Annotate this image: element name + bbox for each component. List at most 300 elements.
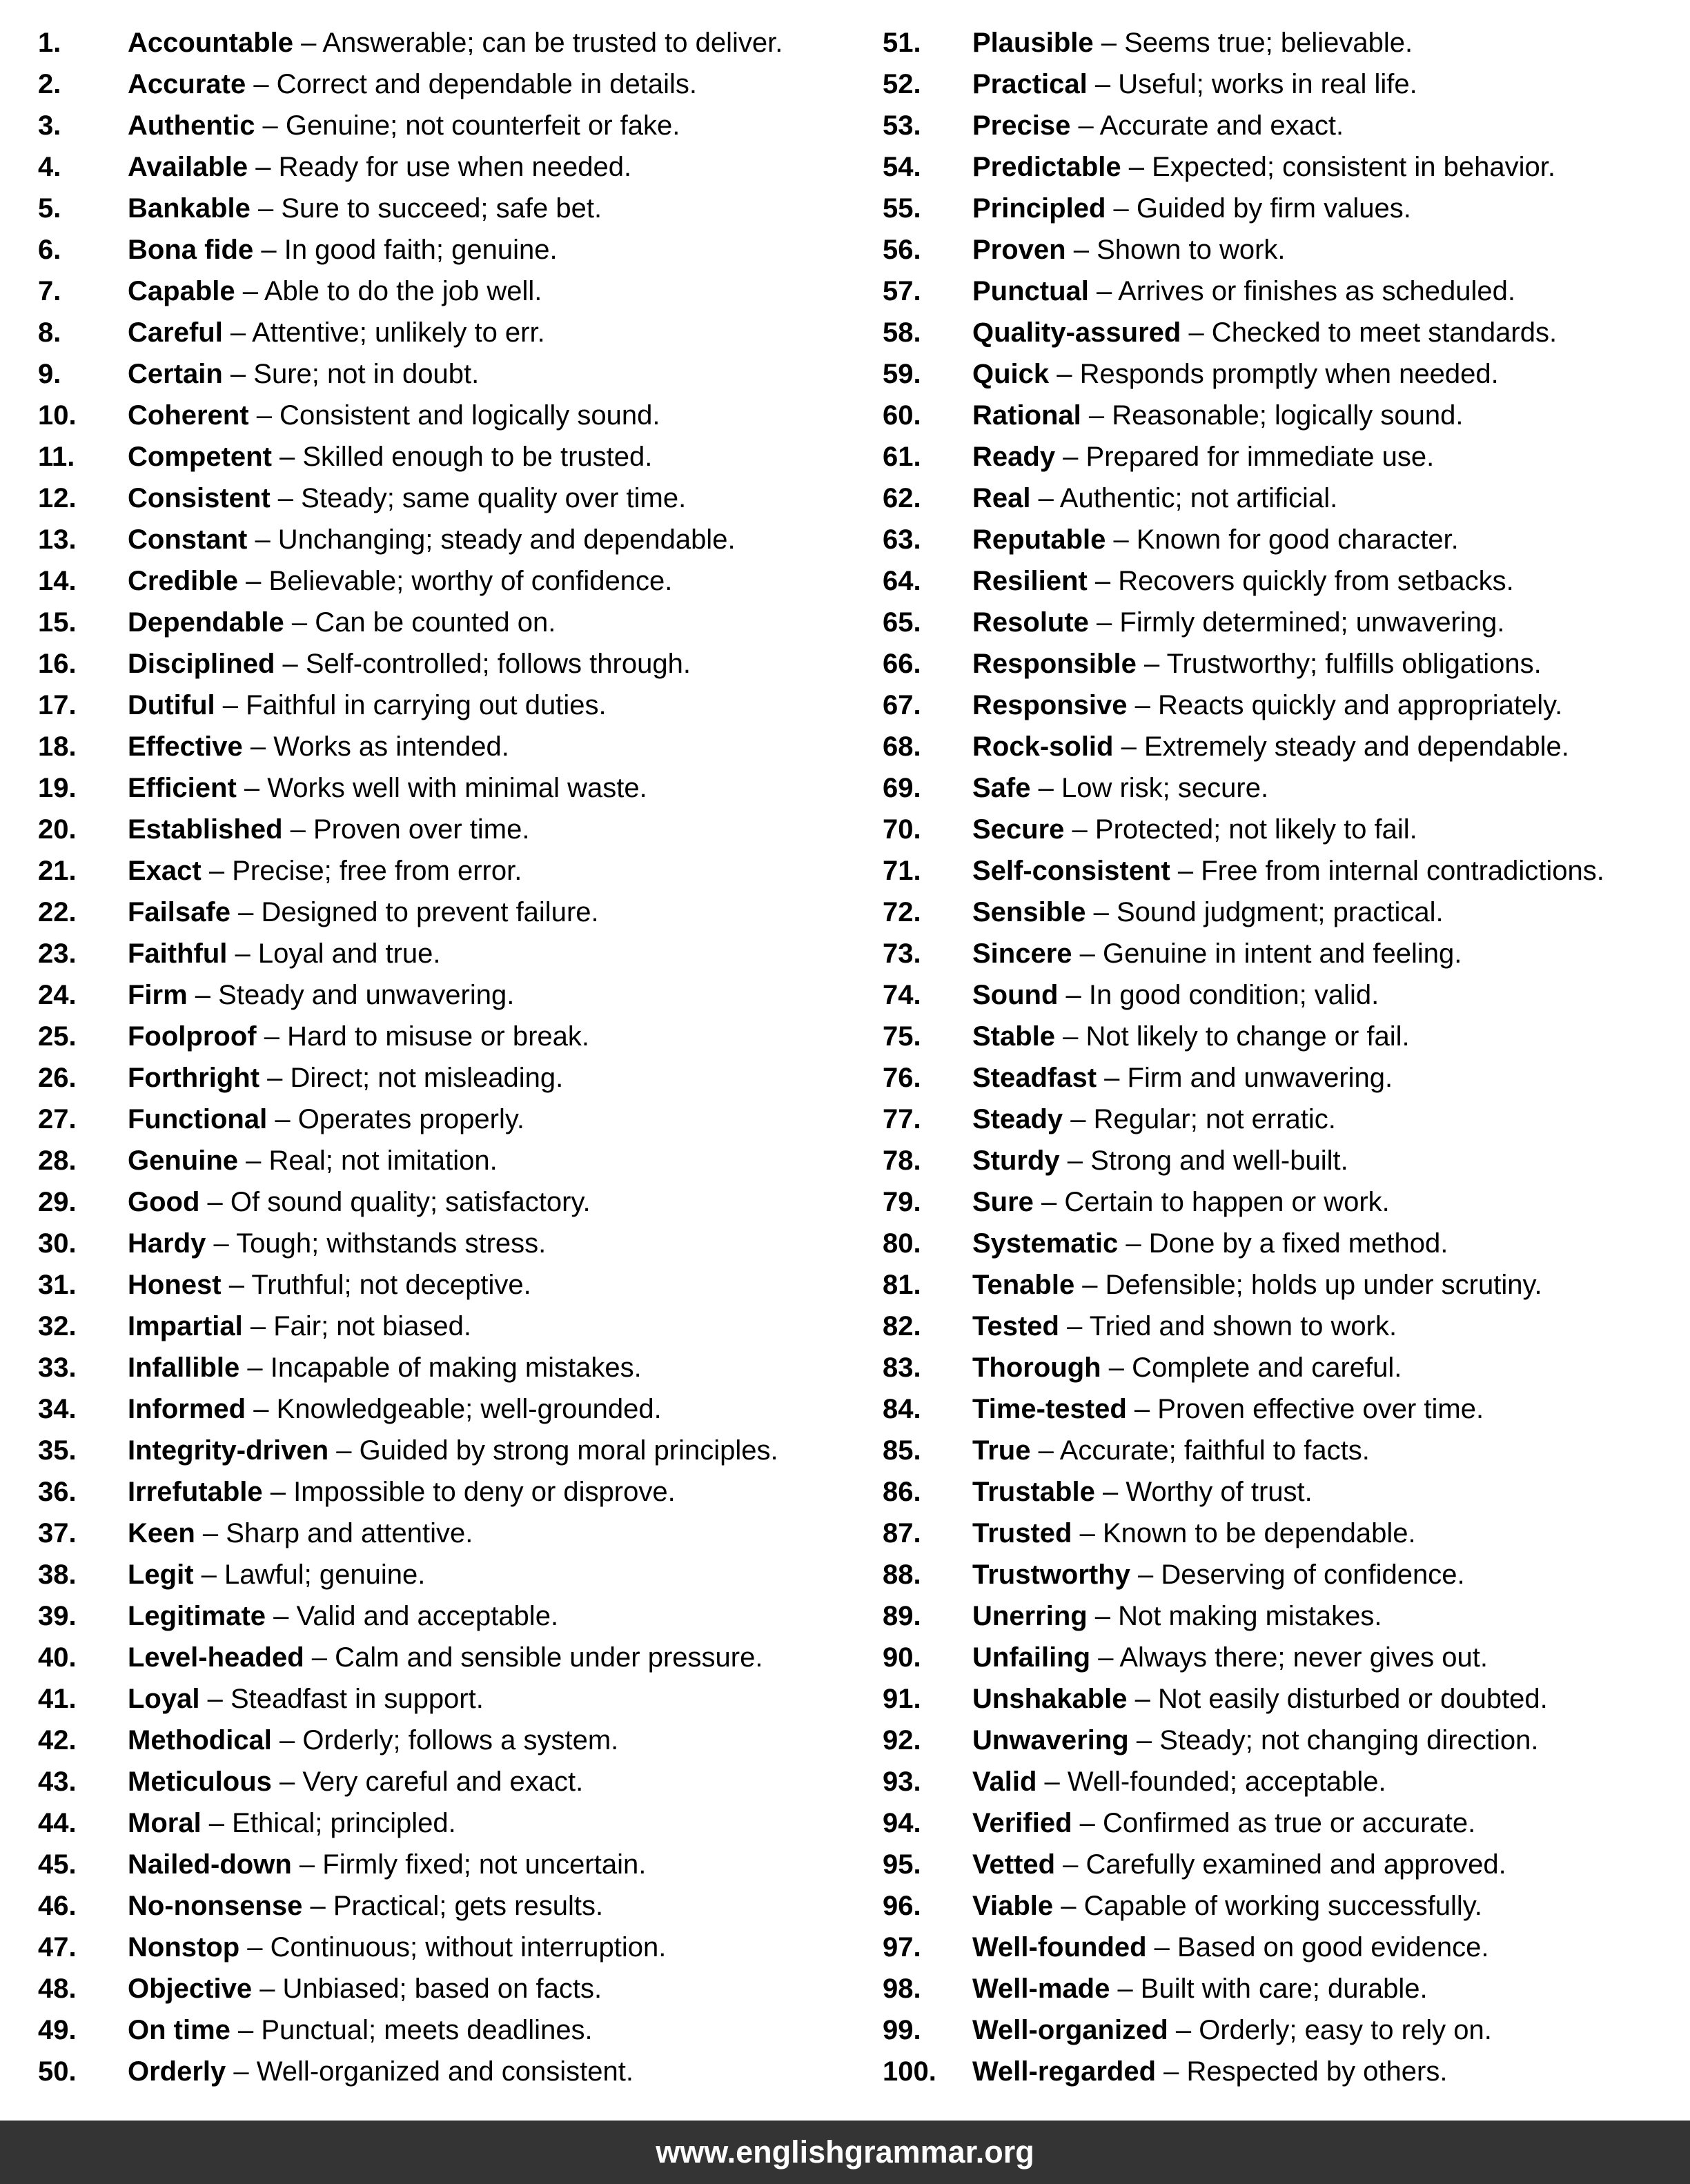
item-definition: – Not making mistakes. (1087, 1601, 1382, 1631)
item-term: Bankable (128, 193, 250, 224)
list-item (38, 1223, 845, 1264)
item-term: Accountable (128, 28, 294, 58)
item-number: 14. (38, 566, 77, 596)
item-definition: – Protected; not likely to fail. (1064, 814, 1417, 845)
item-definition: – Reacts quickly and appropriately. (1127, 690, 1563, 720)
list-item (883, 1802, 1689, 1844)
item-text (972, 1347, 1402, 1388)
item-definition: – Believable; worthy of confidence. (238, 566, 673, 596)
item-definition: – Skilled enough to be trusted. (271, 442, 653, 472)
item-definition: – Direct; not misleading. (259, 1063, 564, 1093)
item-number: 46. (38, 1891, 77, 1921)
item-number: 69. (883, 773, 921, 803)
item-number: 29. (38, 1187, 77, 1217)
list-item (38, 850, 845, 892)
item-definition: – Ethical; principled. (201, 1808, 456, 1838)
item-number: 82. (883, 1311, 921, 1341)
item-term: Steadfast (972, 1063, 1097, 1093)
item-text (128, 1595, 558, 1637)
list-item (883, 1140, 1689, 1181)
item-term: Sure (972, 1187, 1034, 1217)
item-text (128, 1264, 531, 1306)
item-definition: – Worthy of trust. (1094, 1477, 1313, 1507)
item-number: 85. (883, 1435, 921, 1466)
item-term: Plausible (972, 28, 1094, 58)
item-definition: – Consistent and logically sound. (248, 400, 660, 431)
item-text (972, 1968, 1428, 2009)
item-text (128, 1388, 662, 1430)
item-definition: – Steady; same quality over time. (270, 483, 687, 513)
item-definition: – Designed to prevent failure. (230, 897, 599, 927)
item-definition: – Responds promptly when needed. (1049, 359, 1499, 389)
item-definition: – Works well with minimal waste. (236, 773, 647, 803)
item-definition: – In good condition; valid. (1058, 980, 1379, 1010)
list-item (38, 1181, 845, 1223)
item-definition: – Proven effective over time. (1126, 1394, 1484, 1424)
item-definition: – Self-controlled; follows through. (275, 649, 691, 679)
list-item (883, 353, 1689, 395)
item-number: 53. (883, 110, 921, 141)
item-term: Dutiful (128, 690, 215, 720)
item-text (972, 312, 1557, 353)
item-text (972, 436, 1434, 478)
list-item (38, 1637, 845, 1678)
item-term: Unwavering (972, 1725, 1129, 1755)
item-number: 83. (883, 1352, 921, 1383)
item-number: 77. (883, 1104, 921, 1134)
item-term: Established (128, 814, 283, 845)
item-text (972, 1306, 1397, 1347)
item-text (972, 974, 1379, 1016)
item-term: Infallible (128, 1352, 240, 1383)
item-text (972, 1678, 1548, 1720)
list-item (38, 1140, 845, 1181)
item-text (972, 1761, 1386, 1802)
item-text (128, 560, 672, 602)
item-text (972, 22, 1413, 63)
item-text (128, 1802, 456, 1844)
item-number: 25. (38, 1021, 77, 1052)
item-text (128, 850, 522, 892)
list-item (883, 1099, 1689, 1140)
item-number: 18. (38, 731, 77, 762)
item-definition: – Answerable; can be trusted to deliver. (293, 28, 783, 58)
item-text (972, 1885, 1482, 1927)
item-term: Unfailing (972, 1642, 1091, 1673)
list-item (883, 188, 1689, 229)
item-term: Real (972, 483, 1031, 513)
item-definition: – Respected by others. (1156, 2056, 1448, 2087)
item-definition: – Hard to misuse or break. (256, 1021, 590, 1052)
item-number: 15. (38, 607, 77, 638)
item-text (128, 1471, 676, 1513)
item-definition: – Checked to meet standards. (1181, 317, 1558, 348)
item-text (972, 560, 1514, 602)
item-text (128, 395, 660, 436)
item-definition: – Expected; consistent in behavior. (1121, 152, 1555, 182)
list-item (883, 643, 1689, 685)
list-item (883, 1968, 1689, 2009)
item-text (972, 892, 1444, 933)
item-text (972, 188, 1411, 229)
list-item (883, 436, 1689, 478)
item-definition: – Tried and shown to work. (1059, 1311, 1397, 1341)
item-number: 65. (883, 607, 921, 638)
item-number: 32. (38, 1311, 77, 1341)
item-term: Principled (972, 193, 1106, 224)
item-definition: – Regular; not erratic. (1063, 1104, 1336, 1134)
item-definition: – Tough; withstands stress. (206, 1228, 547, 1259)
item-text (128, 478, 686, 519)
item-term: Good (128, 1187, 200, 1217)
list-item (38, 602, 845, 643)
item-text (972, 1223, 1448, 1264)
item-number: 57. (883, 276, 921, 306)
list-item (38, 974, 845, 1016)
list-item (38, 353, 845, 395)
item-number: 21. (38, 856, 77, 886)
list-item (38, 188, 845, 229)
item-text (128, 1554, 425, 1595)
item-term: Precise (972, 110, 1071, 141)
item-definition: – Proven over time. (282, 814, 530, 845)
item-number: 61. (883, 442, 921, 472)
list-item (38, 1678, 845, 1720)
item-text (128, 809, 529, 850)
item-text (972, 353, 1499, 395)
item-text (972, 809, 1417, 850)
item-term: Foolproof (128, 1021, 257, 1052)
item-text (972, 270, 1515, 312)
item-text (972, 1099, 1336, 1140)
item-term: Safe (972, 773, 1031, 803)
list-item (883, 519, 1689, 560)
item-text (128, 2009, 593, 2051)
item-term: Sensible (972, 897, 1086, 927)
item-term: Meticulous (128, 1767, 272, 1797)
item-definition: – Of sound quality; satisfactory. (199, 1187, 591, 1217)
list-item (38, 312, 845, 353)
item-text (972, 146, 1555, 188)
list-item (883, 1016, 1689, 1057)
item-number: 19. (38, 773, 77, 803)
list-item (38, 767, 845, 809)
item-term: Constant (128, 524, 248, 555)
item-term: Forthright (128, 1063, 260, 1093)
list-item (883, 1057, 1689, 1099)
item-definition: – Genuine; not counterfeit or fake. (255, 110, 680, 141)
item-number: 50. (38, 2056, 77, 2087)
item-term: Quality-assured (972, 317, 1181, 348)
item-definition: – Deserving of confidence. (1130, 1560, 1465, 1590)
item-definition: – Free from internal contradictions. (1170, 856, 1604, 886)
item-text (128, 146, 631, 188)
item-text (972, 1844, 1506, 1885)
item-definition: – Low risk; secure. (1030, 773, 1269, 803)
item-number: 40. (38, 1642, 77, 1673)
item-definition: – Loyal and true. (227, 938, 441, 969)
item-number: 73. (883, 938, 921, 969)
item-number: 94. (883, 1808, 921, 1838)
item-text (972, 602, 1504, 643)
item-definition: – Correct and dependable in details. (246, 69, 697, 99)
item-number: 79. (883, 1187, 921, 1217)
item-number: 35. (38, 1435, 77, 1466)
item-number: 96. (883, 1891, 921, 1921)
item-definition: – Known for good character. (1106, 524, 1459, 555)
item-definition: – Based on good evidence. (1146, 1932, 1489, 1962)
item-definition: – Accurate and exact. (1070, 110, 1344, 141)
word-list (0, 22, 1690, 2092)
item-text (972, 1430, 1370, 1471)
list-item (883, 270, 1689, 312)
item-definition: – Steadfast in support. (199, 1684, 484, 1714)
item-text (128, 685, 607, 726)
item-definition: – Prepared for immediate use. (1055, 442, 1435, 472)
item-term: Reputable (972, 524, 1106, 555)
item-term: Trusted (972, 1518, 1072, 1548)
item-number: 55. (883, 193, 921, 224)
item-definition: – Reasonable; logically sound. (1081, 400, 1464, 431)
list-item (38, 1802, 845, 1844)
item-number: 78. (883, 1145, 921, 1176)
list-item (883, 1554, 1689, 1595)
list-item (883, 933, 1689, 974)
item-number: 60. (883, 400, 921, 431)
list-item (38, 933, 845, 974)
item-text (128, 1099, 524, 1140)
item-definition: – Strong and well-built. (1059, 1145, 1348, 1176)
list-item (38, 63, 845, 105)
item-number: 22. (38, 897, 77, 927)
item-number: 13. (38, 524, 77, 555)
list-item (38, 1057, 845, 1099)
item-term: Certain (128, 359, 223, 389)
item-term: Competent (128, 442, 272, 472)
list-item (883, 2009, 1689, 2051)
list-item (38, 395, 845, 436)
item-definition: – Incapable of making mistakes. (239, 1352, 642, 1383)
item-text (128, 105, 680, 146)
list-item (883, 1388, 1689, 1430)
item-term: Moral (128, 1808, 202, 1838)
list-item (883, 809, 1689, 850)
item-number: 86. (883, 1477, 921, 1507)
item-term: Thorough (972, 1352, 1101, 1383)
list-item (883, 1471, 1689, 1513)
item-text (128, 1057, 563, 1099)
item-definition: – In good faith; genuine. (253, 235, 558, 265)
list-item (38, 1264, 845, 1306)
item-term: Rational (972, 400, 1081, 431)
item-definition: – Extremely steady and dependable. (1113, 731, 1569, 762)
item-definition: – Recovers quickly from setbacks. (1087, 566, 1514, 596)
item-term: Well-regarded (972, 2056, 1156, 2087)
item-term: Sound (972, 980, 1059, 1010)
item-number: 27. (38, 1104, 77, 1134)
item-number: 34. (38, 1394, 77, 1424)
item-number: 49. (38, 2015, 77, 2045)
list-item (38, 726, 845, 767)
list-item (883, 850, 1689, 892)
list-item (883, 1430, 1689, 1471)
item-text (972, 1554, 1465, 1595)
item-number: 11. (38, 442, 75, 472)
item-term: Steady (972, 1104, 1063, 1134)
list-item (883, 1927, 1689, 1968)
item-term: Authentic (128, 110, 255, 141)
item-number: 43. (38, 1767, 77, 1797)
item-term: Loyal (128, 1684, 200, 1714)
item-definition: – Capable of working successfully. (1053, 1891, 1482, 1921)
list-item (38, 270, 845, 312)
item-term: Unerring (972, 1601, 1088, 1631)
item-number: 42. (38, 1725, 77, 1755)
list-item (883, 560, 1689, 602)
item-term: No-nonsense (128, 1891, 303, 1921)
item-definition: – Steady; not changing direction. (1128, 1725, 1539, 1755)
item-term: Punctual (972, 276, 1089, 306)
item-text (972, 63, 1417, 105)
item-term: Secure (972, 814, 1065, 845)
list-item (38, 643, 845, 685)
item-definition: – Genuine in intent and feeling. (1072, 938, 1462, 969)
item-term: Effective (128, 731, 243, 762)
item-definition: – Carefully examined and approved. (1055, 1849, 1506, 1880)
footer-url: www.englishgrammar.org (656, 2134, 1034, 2170)
item-text (128, 436, 652, 478)
list-item (883, 1720, 1689, 1761)
item-definition: – Useful; works in real life. (1087, 69, 1417, 99)
item-definition: – Sure to succeed; safe bet. (250, 193, 602, 224)
item-term: Firm (128, 980, 188, 1010)
word-list-column-left (0, 22, 845, 2092)
item-number: 74. (883, 980, 921, 1010)
item-number: 1. (38, 28, 61, 58)
item-term: Sturdy (972, 1145, 1060, 1176)
list-item (38, 685, 845, 726)
item-definition: – Seems true; believable. (1093, 28, 1413, 58)
item-definition: – Shown to work. (1065, 235, 1286, 265)
list-item (38, 1471, 845, 1513)
word-list-column-right (845, 22, 1689, 2092)
item-definition: – Able to do the job well. (235, 276, 542, 306)
item-number: 68. (883, 731, 921, 762)
item-term: Verified (972, 1808, 1072, 1838)
list-item (38, 809, 845, 850)
list-item (883, 1637, 1689, 1678)
item-number: 67. (883, 690, 921, 720)
item-definition: – Truthful; not deceptive. (221, 1270, 531, 1300)
item-term: Practical (972, 69, 1088, 99)
item-definition: – Firmly determined; unwavering. (1088, 607, 1505, 638)
item-number: 66. (883, 649, 921, 679)
list-item (883, 478, 1689, 519)
item-definition: – Punctual; meets deadlines. (230, 2015, 593, 2045)
item-text (128, 1844, 646, 1885)
item-number: 33. (38, 1352, 77, 1383)
item-text (128, 1016, 589, 1057)
list-item (38, 105, 845, 146)
item-term: Informed (128, 1394, 246, 1424)
item-definition: – Ready for use when needed. (248, 152, 632, 182)
item-definition: – Complete and careful. (1101, 1352, 1402, 1383)
item-number: 10. (38, 400, 77, 431)
item-definition: – Always there; never gives out. (1090, 1642, 1488, 1673)
item-text (128, 1430, 778, 1471)
item-term: Disciplined (128, 649, 275, 679)
item-text (128, 1885, 603, 1927)
item-definition: – Unbiased; based on facts. (252, 1974, 602, 2004)
list-item (883, 2051, 1689, 2092)
item-definition: – Practical; gets results. (302, 1891, 604, 1921)
item-text (972, 933, 1462, 974)
list-item (883, 1347, 1689, 1388)
item-text (972, 1471, 1313, 1513)
item-definition: – Guided by strong moral principles. (328, 1435, 778, 1466)
item-text (128, 188, 602, 229)
item-term: Integrity-driven (128, 1435, 329, 1466)
item-number: 38. (38, 1560, 77, 1590)
list-item (883, 974, 1689, 1016)
item-number: 24. (38, 980, 77, 1010)
item-term: Failsafe (128, 897, 230, 927)
item-definition: – Sure; not in doubt. (222, 359, 480, 389)
list-item (883, 1885, 1689, 1927)
list-item (883, 1306, 1689, 1347)
item-number: 9. (38, 359, 61, 389)
item-number: 17. (38, 690, 77, 720)
item-text (128, 270, 542, 312)
item-definition: – Fair; not biased. (242, 1311, 472, 1341)
item-number: 52. (883, 69, 921, 99)
list-item (38, 2009, 845, 2051)
item-number: 89. (883, 1601, 921, 1631)
item-definition: – Steady and unwavering. (187, 980, 515, 1010)
item-text (128, 974, 514, 1016)
item-number: 90. (883, 1642, 921, 1673)
item-number: 39. (38, 1601, 77, 1631)
item-text (128, 519, 736, 560)
item-definition: – Known to be dependable. (1072, 1518, 1416, 1548)
item-number: 6. (38, 235, 61, 265)
item-definition: – Sharp and attentive. (195, 1518, 473, 1548)
item-text (972, 229, 1286, 270)
list-item (38, 1885, 845, 1927)
item-text (972, 519, 1459, 560)
list-item (883, 1844, 1689, 1885)
item-number: 44. (38, 1808, 77, 1838)
item-term: Keen (128, 1518, 195, 1548)
item-number: 51. (883, 28, 921, 58)
item-number: 5. (38, 193, 61, 224)
item-definition: – Authentic; not artificial. (1030, 483, 1338, 513)
list-item (38, 478, 845, 519)
item-text (128, 1223, 546, 1264)
item-definition: – Faithful in carrying out duties. (215, 690, 607, 720)
item-term: Bona fide (128, 235, 254, 265)
item-text (128, 1927, 666, 1968)
list-item (38, 2051, 845, 2092)
item-text (128, 353, 479, 395)
list-item (38, 560, 845, 602)
item-text (128, 1678, 484, 1720)
item-definition: – Precise; free from error. (201, 856, 522, 886)
item-definition: – Firmly fixed; not uncertain. (291, 1849, 647, 1880)
item-definition: – Trustworthy; fulfills obligations. (1136, 649, 1542, 679)
item-definition: – Well-organized and consistent. (226, 2056, 633, 2087)
item-number: 88. (883, 1560, 921, 1590)
